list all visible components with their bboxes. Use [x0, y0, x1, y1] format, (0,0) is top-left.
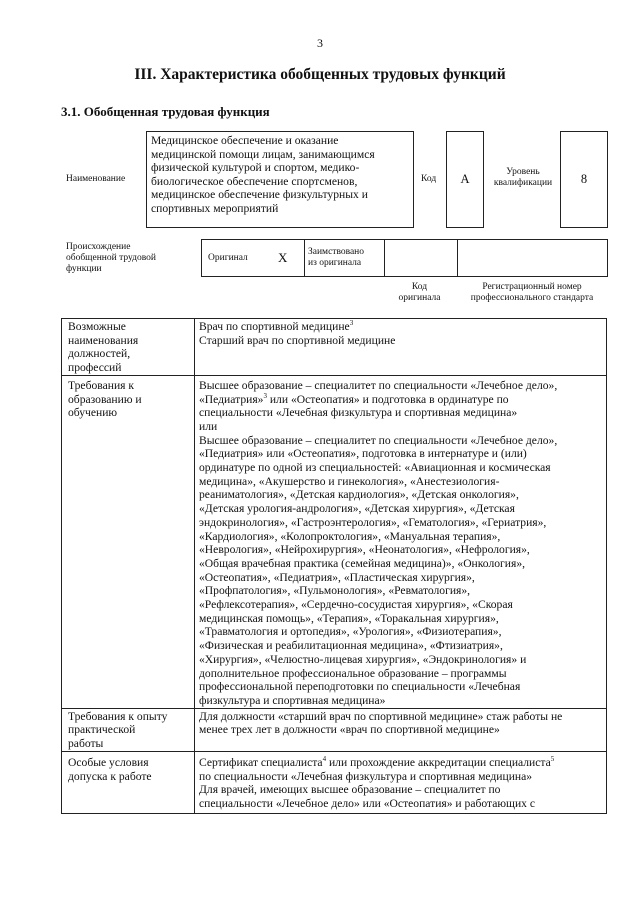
caption-line: профессионального стандарта	[470, 293, 594, 303]
row-label-line: практической	[68, 723, 136, 737]
content-line: специальности «Лечебное дело» или «Остеопатия» и работающих с	[199, 796, 535, 810]
content-line: специальности «Лечебная физкультура и спортивная медицина»	[199, 406, 518, 420]
footnote-ref: 5	[550, 754, 555, 763]
function-name-line: медицинской помощи лицам, занимающимся	[151, 147, 375, 161]
content-line: «Детская урология-андрология», «Детская хирургия», «Детская	[199, 502, 515, 516]
content-line: «Травматология и ортопедия», «Урология», «Физиотерапия»,	[199, 625, 502, 639]
subsection-title: 3.1. Обобщенная трудовая функция	[61, 104, 270, 119]
footnote-ref: 4	[322, 754, 327, 763]
name-label: Наименование	[66, 174, 126, 184]
function-name-line: биологическое обеспечение спортсменов,	[151, 174, 358, 188]
row-content	[195, 708, 607, 751]
origin-table	[201, 239, 608, 277]
table-row-education	[62, 375, 607, 708]
level-label-line: квалификации	[493, 178, 553, 188]
footnote-ref: 3	[349, 319, 354, 328]
content-line: ординатуре по одной из специальностей: «Авиационная и космическая	[199, 461, 551, 475]
content-line: «Педиатрия» или «Остеопатия», подготовка в интернатуре и (или)	[199, 447, 527, 461]
level-label-line: Уровень	[506, 167, 540, 177]
row-label-line: допуска к работе	[68, 769, 152, 783]
content-line	[199, 393, 602, 407]
content-line: «Хирургия», «Челюстно-лицевая хирургия», «Эндокринология» и	[199, 652, 527, 666]
content-line: реаниматология», «Детская кардиология», «Детская онкология»,	[199, 488, 519, 502]
row-label-line: наименования	[68, 333, 139, 347]
origin-label-line: функции	[66, 264, 102, 274]
code-value-box	[446, 131, 484, 228]
content-line: Для должности «старший врач по спортивной медицине» стаж работы не	[199, 709, 563, 723]
content-line: «Неврология», «Нейрохирургия», «Неонатология», «Нефрология»,	[199, 543, 530, 557]
content-line: Для врачей, имеющих высшее образование – специалитет по	[199, 783, 501, 797]
content-text: или прохождение аккредитации специалиста	[326, 755, 551, 769]
footnote-ref: 3	[263, 391, 267, 400]
registration-number-caption	[454, 282, 610, 304]
row-label	[62, 751, 195, 813]
row-label-line: Требования к	[68, 378, 135, 392]
row-label-line: Возможные	[68, 320, 126, 333]
function-name-line: медицинское обеспечение физкультурных и	[151, 188, 368, 202]
section-title: III. Характеристика обобщенных трудовых функций	[134, 66, 506, 83]
level-label	[490, 167, 556, 189]
row-label-line: образованию и	[68, 392, 142, 406]
function-name-line: спортивных мероприятий	[151, 201, 279, 215]
code-original-caption	[392, 282, 447, 304]
borrowed-label	[308, 247, 364, 283]
origin-label-line: Происхождение	[66, 242, 131, 252]
content-line: или	[199, 419, 218, 433]
code-label: Код	[421, 174, 437, 184]
row-label-line: обучению	[68, 406, 118, 420]
content-line: «Остеопатия», «Педиатрия», «Пластическая хирургия»,	[199, 570, 475, 584]
content-line: физкультура и спортивная медицина»	[199, 693, 386, 707]
level-value-box	[560, 131, 608, 228]
divider	[384, 240, 385, 276]
row-label-line: должностей,	[68, 347, 131, 361]
content-line: менее трех лет в должности «врач по спортивной медицине»	[199, 723, 500, 737]
row-content	[195, 751, 607, 813]
table-row-admission	[62, 751, 607, 813]
content-line: Высшее образование – специалитет по специальности «Лечебное дело»,	[199, 378, 558, 392]
content-text: или «Остеопатия» и подготовка в ординатуре по	[266, 392, 509, 406]
content-line	[199, 320, 602, 334]
origin-label	[66, 242, 156, 275]
row-content	[195, 375, 607, 708]
code-value: А	[460, 172, 470, 186]
row-label-line: работы	[68, 737, 104, 751]
content-line: «Рефлексотерапия», «Сердечно-сосудистая хирургия», «Скорая	[199, 598, 513, 612]
row-label	[62, 375, 195, 708]
content-line: по специальности «Лечебная физкультура и спортивная медицина»	[199, 769, 533, 783]
row-label-line: профессий	[68, 361, 122, 375]
content-line: Высшее образование – специалитет по специальности «Лечебное дело»,	[199, 433, 558, 447]
origin-label-line: обобщенной трудовой	[66, 253, 156, 263]
content-line: «Общая врачебная практика (семейная медицина)», «Онкология»,	[199, 556, 526, 570]
content-text: Врач по спортивной медицине	[199, 320, 350, 333]
original-label: Оригинал	[208, 253, 248, 263]
row-content	[195, 319, 607, 376]
row-label	[62, 708, 195, 751]
caption-line: Регистрационный номер	[482, 282, 582, 292]
content-line: «Физическая и реабилитационная медицина», «Фтизиатрия»,	[199, 639, 503, 653]
content-line: медицинская помощь», «Терапия», «Торакальная хирургия»,	[199, 611, 499, 625]
function-name-line: Медицинское обеспечение и оказание	[151, 134, 339, 147]
row-label-line: Особые условия	[68, 755, 149, 769]
caption-line: Код	[411, 282, 428, 292]
level-value: 8	[580, 172, 588, 186]
content-text: «Педиатрия»	[199, 392, 264, 406]
content-line: профессиональной переподготовки по специальности «Лечебная	[199, 680, 521, 694]
original-mark: X	[278, 250, 288, 265]
table-row-positions	[62, 319, 607, 376]
content-line: дополнительное профессиональное образование – программы	[199, 666, 507, 680]
divider	[304, 240, 305, 276]
divider	[457, 240, 458, 276]
content-line	[199, 756, 602, 770]
function-name-box	[146, 131, 414, 228]
borrowed-label-line: Заимствовано	[308, 247, 365, 257]
content-line: медицина», «Акушерство и гинекология», «Анестезиология-	[199, 474, 500, 488]
content-text: Сертификат специалиста	[199, 755, 323, 769]
function-name-line: физической культурой и спортом, медико-	[151, 161, 360, 175]
content-line: Старший врач по спортивной медицине	[199, 333, 396, 347]
row-label-line: Требования к опыту	[68, 709, 168, 723]
table-row-experience	[62, 708, 607, 751]
content-line: «Профпатология», «Пульмонология», «Ревматология»,	[199, 584, 471, 598]
page-number: 3	[317, 36, 323, 50]
row-label	[62, 319, 195, 376]
content-line: «Кардиология», «Колопроктология», «Мануальная терапия»,	[199, 529, 501, 543]
borrowed-label-line: из оригинала	[308, 258, 362, 268]
requirements-table	[61, 318, 607, 814]
caption-line: оригинала	[398, 293, 441, 303]
content-line: эндокринология», «Гастроэнтерология», «Гематология», «Гериатрия»,	[199, 515, 547, 529]
